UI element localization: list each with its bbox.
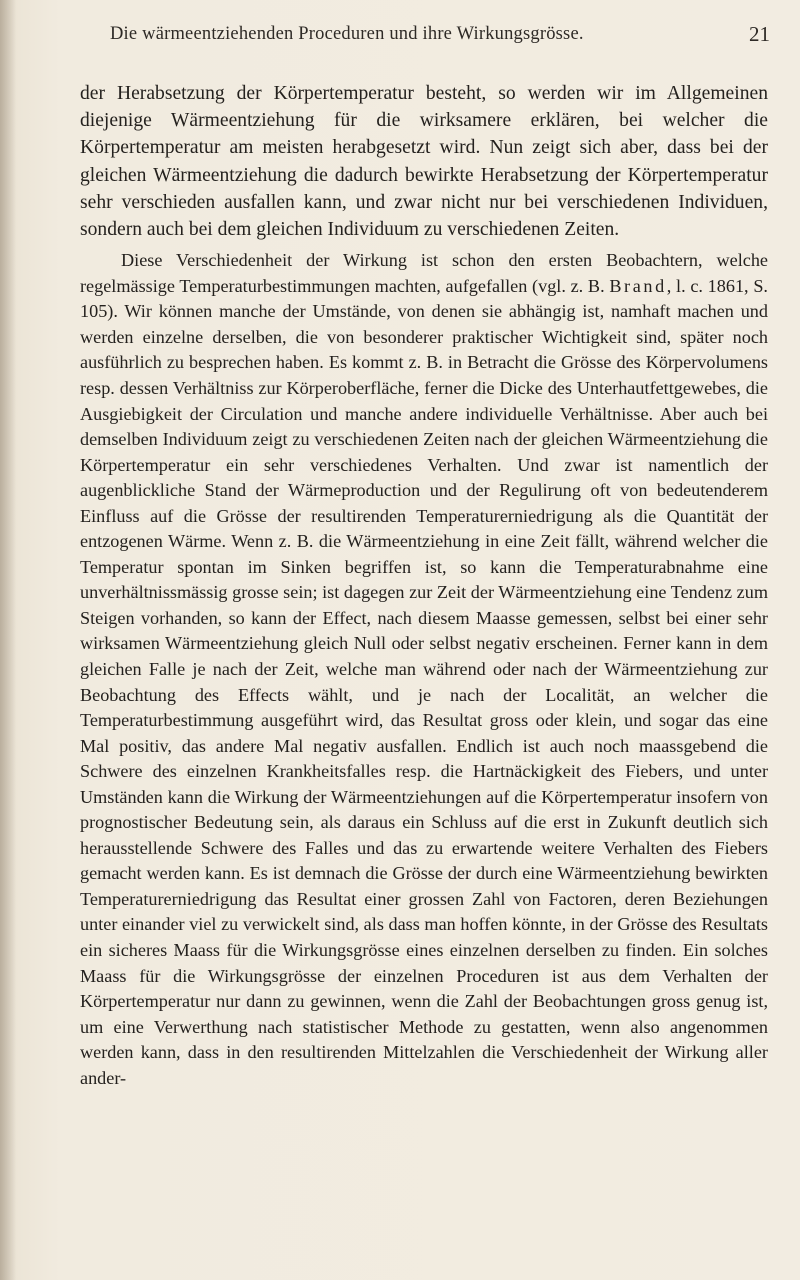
- spine-shadow: [0, 0, 16, 1280]
- paragraph-2-text-before: Diese Verschiedenheit der Wirkung ist schon den ersten Beobachtern, welche regelmässige Temperaturbestimmungen machten, aufgefallen (vgl. z. B.: [80, 250, 768, 296]
- paragraph-2-text-after: , l. c. 1861, S. 105). Wir können manche der Umstände, von denen sie abhängig ist, namhaft machen und werden einzelne derselben, die von besonderer praktischer Wichtigkeit sind, später noch ausführlich zu besprechen haben. Es kommt z. B. in Betracht die Grösse des Körpervolumens resp. dessen Verhältniss zur Körperoberfläche, ferner die Dicke des Unterhautfettgewebes, die Ausgiebigkeit der Circulation und manche andere individuelle Verhältnisse. Aber auch bei demselben Individuum zeigt zu verschiedenen Zeiten nach der gleichen Wärmeentziehung die Körpertemperatur ein sehr verschiedenes Verhalten. Und zwar ist namentlich der augenblickliche Stand der Wärmeproduction und der Regulirung oft von bedeutenderem Einfluss auf die Grösse der resultirenden Temperaturerniedrigung als die Quantität der entzogenen Wärme. Wenn z. B. die Wärmeentziehung in eine Zeit fällt, während welcher die Temperatur spontan im Sinken begriffen ist, so kann die Temperaturabnahme eine unverhältnissmässig grosse sein; ist dagegen zur Zeit der Wärmeentziehung eine Tendenz zum Steigen vorhanden, so kann der Effect, nach diesem Maasse gemessen, selbst bei einer sehr wirksamen Wärmeentziehung gleich Null oder selbst negativ erscheinen. Ferner kann in dem gleichen Falle je nach der Zeit, welche man während oder nach der Wärmeentziehung zur Beobachtung des Effects wählt, und je nach der Localität, an welcher die Temperaturbestimmung ausgeführt wird, das Resultat gross oder klein, und sogar das eine Mal positiv, das andere Mal negativ ausfallen. Endlich ist auch noch maassgebend die Schwere des einzelnen Krankheitsfalles resp. die Hartnäckigkeit des Fiebers, und unter Umständen kann die Wirkung der Wärmeentziehungen auf die Körpertemperatur insofern von prognostischer Bedeutung sein, als daraus ein Schluss auf die erst in Zukunft deutlich sich herausstellende Schwere des Falles und das zu erwartende weitere Verhalten des Fiebers gemacht werden kann. Es ist demnach die Grösse der durch eine Wärmeentziehung bewirkten Temperaturerniedrigung das Resultat einer grossen Zahl von Factoren, deren Beziehungen unter einander viel zu verwickelt sind, als dass man hoffen könnte, in der Grösse des Resultats ein sicheres Maass für die Wirkungsgrösse eines einzelnen derselben zu finden. Ein solches Maass für die Wirkungsgrösse der einzelnen Proceduren ist aus dem Verhalten der Körpertemperatur nur dann zu gewinnen, wenn die Zahl der Beobachtungen gross genug ist, um eine Verwerthung nach statistischer Methode zu gestatten, wenn also angenommen werden kann, dass in den resultirenden Mittelzahlen die Verschiedenheit der Wirkung aller ander-: [80, 275, 768, 1088]
- paragraph-1: der Herabsetzung der Körpertemperatur besteht, so werden wir im Allgemeinen diejenige Wärmeentziehung für die wirksamere erklären, bei welcher die Körpertemperatur am meisten herabgesetzt wird. Nun zeigt sich aber, dass bei der gleichen Wärmeentziehung die dadurch bewirkte Herabsetzung der Körpertemperatur sehr verschieden ausfallen kann, und zwar nicht nur bei verschiedenen Individuen, sondern auch bei dem gleichen Individuum zu verschiedenen Zeiten.: [80, 83, 768, 241]
- running-head: Die wärmeentziehenden Proceduren und ihre Wirkungsgrösse.: [110, 24, 584, 44]
- page-number: 21: [749, 22, 770, 46]
- page-header: [110, 24, 770, 54]
- paragraph-2: [80, 248, 768, 1091]
- body-text: [80, 80, 768, 1091]
- cited-author-name: Brand: [609, 275, 667, 296]
